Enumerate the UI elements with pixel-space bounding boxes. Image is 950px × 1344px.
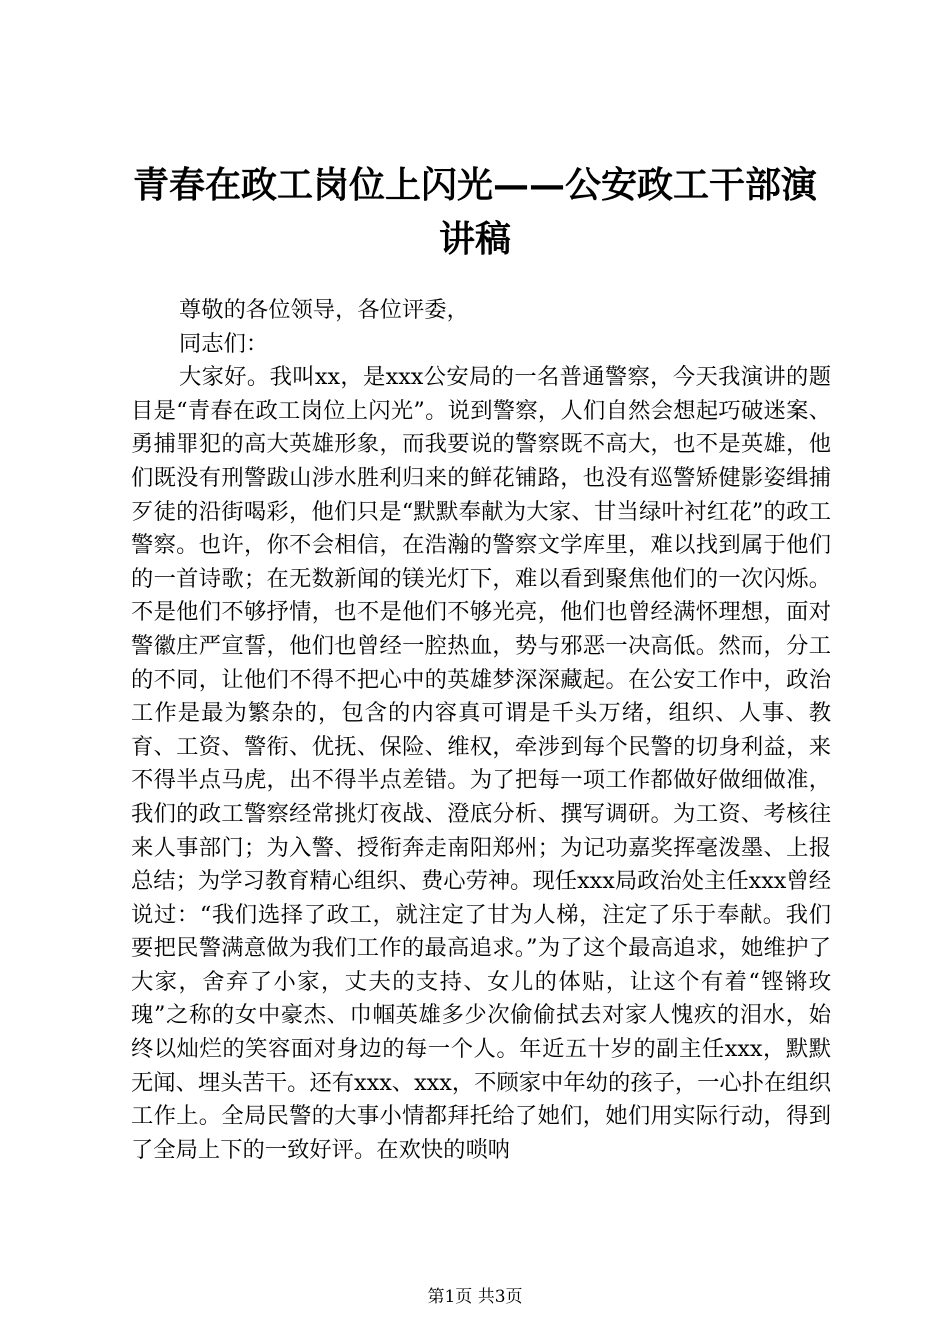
body-paragraph: 大家好。我叫xx，是xxx公安局的一名普通警察，今天我演讲的题目是“青春在政工岗位上闪光”。说到警察，人们自然会想起巧破迷案、勇捕罪犯的高大英雄形象，而我要说的警察既不高大，也不是英雄，他们既没有刑警跋山涉水胜利归来的鲜花铺路，也没有巡警矫健影姿缉捕歹徒的沿街喝彩，他们只是“默默奉献为大家、甘当绿叶衬红花”的政工警察。也许，你不会相信，在浩瀚的警察文学库里，难以找到属于他们的一首诗歌；在无数新闻的镁光灯下，难以看到聚焦他们的一次闪烁。不是他们不够抒情，也不是他们不够光亮，他们也曾经满怀理想，面对警徽庄严宣誓，他们也曾经一腔热血，势与邪恶一决高低。然而，分工的不同，让他们不得不把心中的英雄梦深深藏起。在公安工作中，政治工作是最为繁杂的，包含的内容真可谓是千头万绪，组织、人事、教育、工资、警衔、优抚、保险、维权，牵涉到每个民警的切身利益，来不得半点马虎，出不得半点差错。为了把每一项工作都做好做细做准，我们的政工警察经常挑灯夜战、澄底分析、撰写调研。为工资、考核往来人事部门；为入警、授衔奔走南阳郑州；为记功嘉奖挥毫泼墨、上报总结；为学习教育精心组织、费心劳神。现任xxx局政治处主任xxx曾经说过：“我们选择了政工，就注定了甘为人梯，注定了乐于奉献。我们要把民警满意做为我们工作的最高追求。”为了这个最高追求，她维护了大家，舍弃了小家，丈夫的支持、女儿的体贴，让这个有着“铿锵玫瑰”之称的女中豪杰、巾帼英雄多少次偷偷拭去对家人愧疚的泪水，始终以灿烂的笑容面对身边的每一个人。年近五十岁的副主任xxx，默默无闻、埋头苦干。还有xxx、xxx，不顾家中年幼的孩子，一心扑在组织工作上。全局民警的大事小情都拜托给了她们，她们用实际行动，得到了全局上下的一致好评。在欢快的唢呐	[131, 364, 831, 1163]
salutation-line: 尊敬的各位领导，各位评委，	[179, 297, 469, 323]
document-body	[131, 294, 831, 1167]
salutation-line: 同志们：	[179, 330, 269, 357]
document-title: 青春在政工岗位上闪光——公安政工干部演讲稿	[132, 164, 817, 260]
page-footer: 第1页 共3页	[427, 1287, 523, 1307]
